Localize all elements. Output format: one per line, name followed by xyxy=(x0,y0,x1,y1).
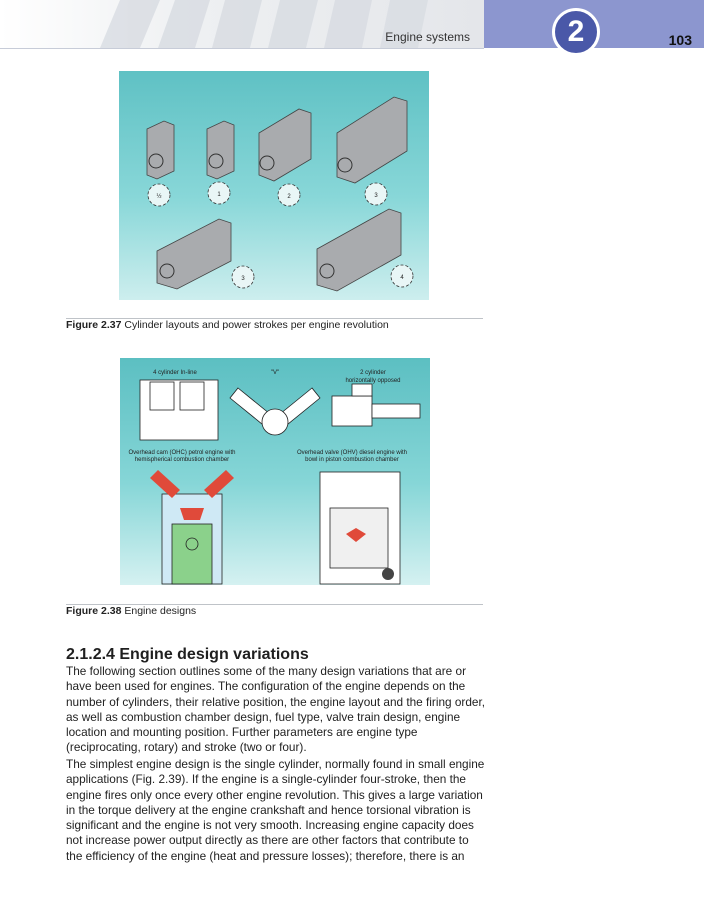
figure-label: Figure 2.38 xyxy=(66,605,122,617)
section-heading: 2.1.2.4 Engine design variations xyxy=(66,646,309,663)
running-header: Engine systems xyxy=(385,30,470,44)
ohc-label-line1: Overhead cam (OHC) petrol engine with xyxy=(128,450,236,456)
stroke-count-label: 3 xyxy=(241,276,245,282)
figure-label: Figure 2.37 xyxy=(66,319,122,331)
ohc-label-line2: hemispherical combustion chamber xyxy=(134,457,230,463)
opposed-label-line2: horizontally opposed xyxy=(345,378,401,384)
body-paragraph-1: The following section outlines some of the many design variations that are or have been used for engines. The configuration of the engine depends on the number of cylinders, their relative position, the engine layout and the firing order, as well as combustion chamber design, fuel type, valve train design, engine location and mounting position. Further parameters are engine type (reciprocating, rotary) and stroke (two or four). xyxy=(66,664,486,755)
ohv-label-line2: bowl in piston combustion chamber xyxy=(305,457,399,463)
page-number: 103 xyxy=(668,32,692,48)
figure-2-37-image xyxy=(119,71,429,300)
figure-caption-text: Engine designs xyxy=(124,605,197,617)
stroke-count-label: ½ xyxy=(156,194,162,200)
figure-2-37-caption xyxy=(66,319,389,331)
engine-designs-illustration xyxy=(120,358,430,585)
inline-label: 4 cylinder In-line xyxy=(153,370,197,376)
stroke-count-label: 1 xyxy=(217,192,221,198)
ohv-label-line1: Overhead valve (OHV) diesel engine with xyxy=(296,450,408,456)
stroke-count-label: 3 xyxy=(374,193,378,199)
chapter-number: 2 xyxy=(552,8,600,56)
figure-2-38-image xyxy=(120,358,430,585)
stroke-count-label: 2 xyxy=(287,194,291,200)
body-paragraph-2: The simplest engine design is the single cylinder, normally found in small engine applications (Fig. 2.39). If the engine is a single-cylinder four-stroke, then the engine fires only once every other engine revolution. This gives a large variation in the torque delivery at the engine crankshaft and hence torsional vibration is significant and the engine is not very smooth. Increasing engine capacity does not increase power output directly as there are other factors that contribute to the efficiency of the engine (heat and pressure losses); therefore, there is an xyxy=(66,757,485,863)
v-label: "V" xyxy=(270,370,280,376)
opposed-label-line1: 2 cylinder xyxy=(360,370,386,376)
cylinder-layouts-illustration xyxy=(119,71,429,300)
figure-caption-text: Cylinder layouts and power strokes per engine revolution xyxy=(124,319,389,331)
figure-2-38-caption xyxy=(66,605,196,617)
stroke-count-label: 4 xyxy=(400,275,404,281)
header-rule xyxy=(0,48,484,49)
